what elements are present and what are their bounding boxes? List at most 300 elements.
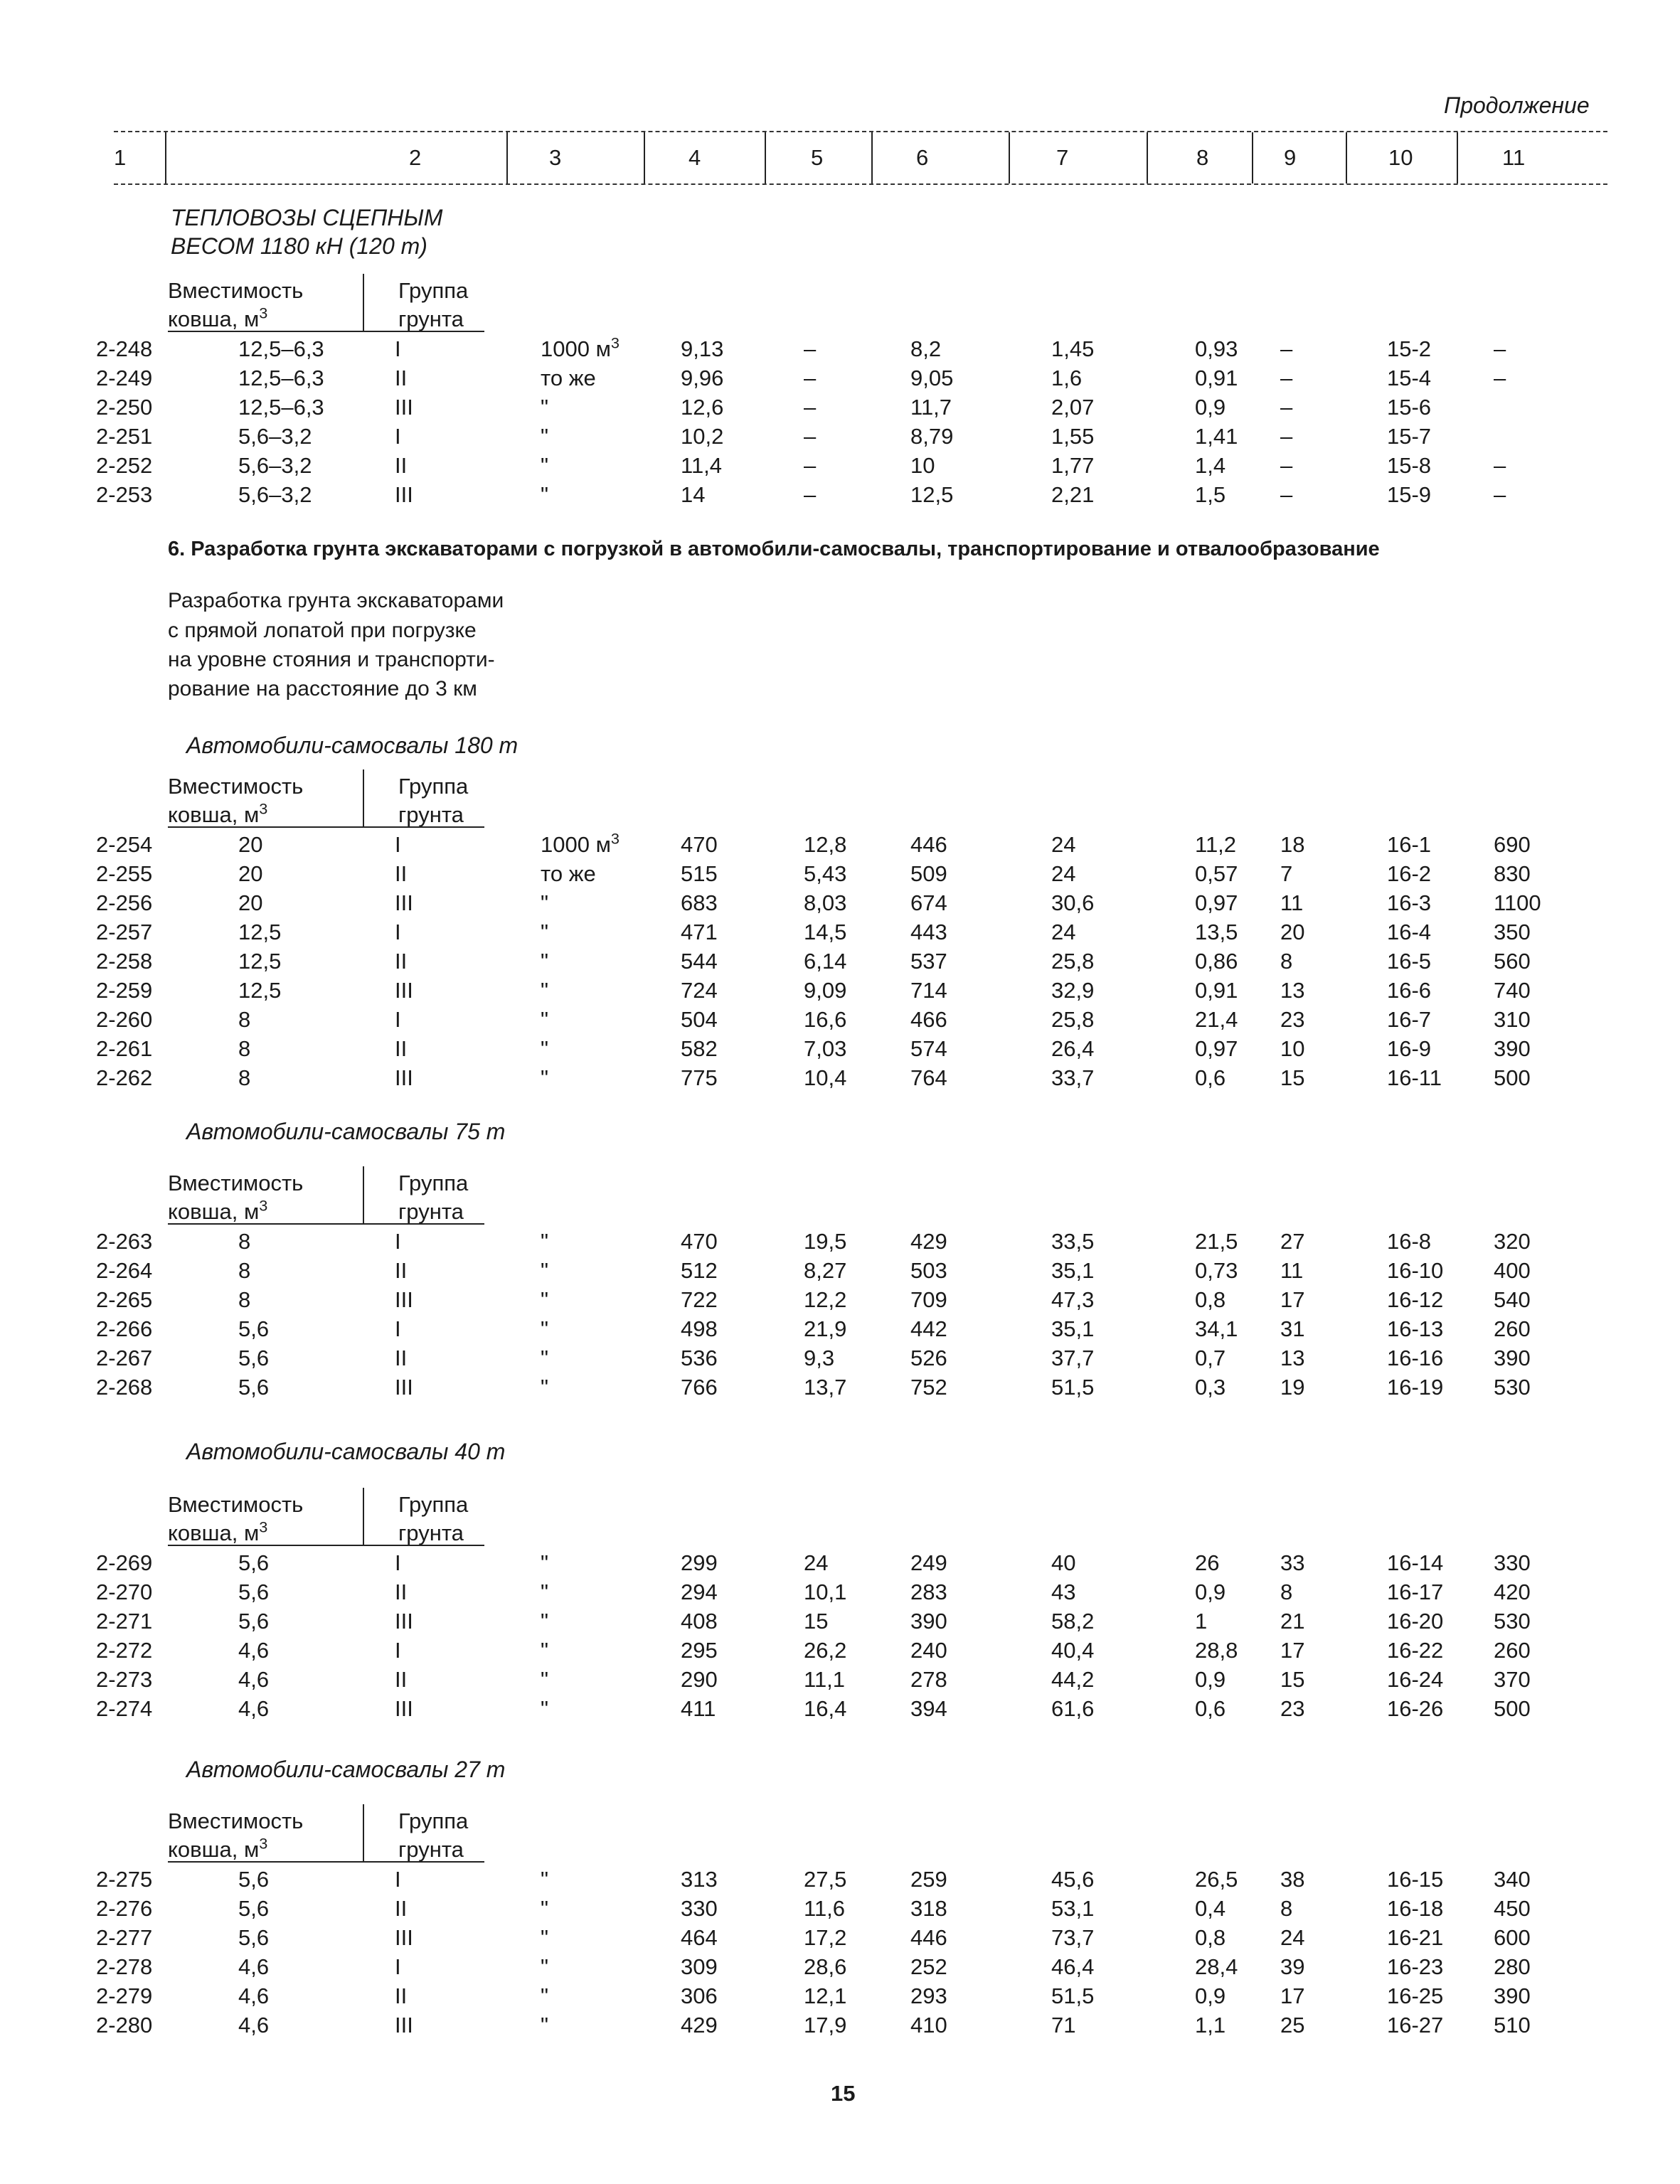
table-row	[0, 454, 1680, 483]
cell-unit: "	[541, 1287, 549, 1312]
table-row	[0, 1289, 1680, 1317]
cell-col-10: 16-22	[1387, 1638, 1444, 1663]
cell-soil-group: III	[395, 2013, 413, 2037]
cell-capacity: 4,6	[238, 1696, 270, 1721]
group-4-title: Автомобили-самосвалы 27 т	[186, 1757, 506, 1782]
cell-soil-group: II	[395, 366, 408, 390]
cell-col-8: 34,1	[1195, 1316, 1238, 1341]
cell-unit: "	[541, 1258, 549, 1283]
cell-soil-group: III	[395, 395, 413, 420]
cell-col-6: 574	[910, 1036, 947, 1061]
col-num-5: 5	[811, 145, 824, 170]
cell-code: 2-273	[96, 1667, 153, 1692]
cell-col-7: 2,07	[1051, 395, 1095, 420]
table-row	[0, 921, 1680, 949]
cell-unit: то же	[541, 861, 596, 886]
table-row	[0, 1956, 1680, 1984]
cell-unit: "	[541, 1550, 549, 1575]
cell-unit: то же	[541, 366, 596, 390]
cell-col-11: 340	[1494, 1867, 1531, 1892]
sub-col-b-line-1: Группа	[398, 1492, 469, 1517]
section-6-heading: 6. Разработка грунта экскаваторами с погрузкой в автомобили-самосвалы, транспортирование и отвалообразование	[168, 538, 1380, 560]
cell-col-10: 16-26	[1387, 1696, 1444, 1721]
cell-col-9: 13	[1280, 1346, 1305, 1370]
cell-code: 2-265	[96, 1287, 153, 1312]
cell-col-10: 16-17	[1387, 1580, 1444, 1604]
cell-code: 2-272	[96, 1638, 153, 1663]
sub-col-b-line-1: Группа	[398, 1809, 469, 1833]
cell-col-11: 1100	[1494, 890, 1541, 915]
cell-col-8: 0,9	[1195, 1667, 1226, 1692]
cell-capacity: 20	[238, 861, 263, 886]
cell-col-5: 16,6	[804, 1007, 847, 1032]
group-4-subheader	[0, 1804, 1680, 1861]
cell-col-11: 530	[1494, 1609, 1531, 1634]
section-6-desc-line-1: Разработка грунта экскаваторами	[168, 589, 504, 612]
cell-col-7: 46,4	[1051, 1954, 1095, 1979]
sub-col-b-line-2: грунта	[398, 1837, 464, 1862]
table-row	[0, 425, 1680, 454]
cell-capacity: 8	[238, 1258, 251, 1283]
cell-col-5: 21,9	[804, 1316, 847, 1341]
sub-col-b-line-2: грунта	[398, 802, 464, 827]
cell-col-8: 0,91	[1195, 978, 1238, 1003]
cell-code: 2-261	[96, 1036, 153, 1061]
cell-col-7: 1,55	[1051, 424, 1095, 449]
cell-unit: "	[541, 453, 549, 478]
cell-col-11: 310	[1494, 1007, 1531, 1032]
cell-col-9: 21	[1280, 1609, 1305, 1634]
cell-unit: "	[541, 1346, 549, 1370]
cell-col-11: 560	[1494, 949, 1531, 974]
cell-capacity: 8	[238, 1065, 251, 1090]
cell-code: 2-280	[96, 2013, 153, 2037]
cell-col-10: 16-11	[1387, 1065, 1442, 1090]
cell-col-6: 709	[910, 1287, 947, 1312]
table-row	[0, 1985, 1680, 2013]
cell-col-11: 390	[1494, 1983, 1531, 2008]
cell-col-9: 39	[1280, 1954, 1305, 1979]
cell-col-9: –	[1280, 424, 1293, 449]
sub-col-b-line-2: грунта	[398, 1520, 464, 1545]
cell-capacity: 20	[238, 832, 263, 857]
cell-col-9: 13	[1280, 978, 1305, 1003]
cell-col-6: 526	[910, 1346, 947, 1370]
cell-col-5: –	[804, 366, 817, 390]
cell-col-5: 10,4	[804, 1065, 847, 1090]
cell-col-8: 0,73	[1195, 1258, 1238, 1283]
cell-col-8: 26,5	[1195, 1867, 1238, 1892]
cell-col-8: 0,3	[1195, 1375, 1226, 1400]
cell-col-6: 443	[910, 920, 947, 944]
cell-col-9: 23	[1280, 1696, 1305, 1721]
group-0-title-line-1: ТЕПЛОВОЗЫ СЦЕПНЫМ	[171, 205, 443, 230]
cell-col-9: 38	[1280, 1867, 1305, 1892]
cell-col-4: 470	[681, 832, 718, 857]
cell-code: 2-259	[96, 978, 153, 1003]
table-row	[0, 1067, 1680, 1095]
cell-col-11: –	[1494, 482, 1506, 507]
cell-col-4: 504	[681, 1007, 718, 1032]
cell-col-4: 290	[681, 1667, 718, 1692]
cell-col-11: 530	[1494, 1375, 1531, 1400]
cell-col-6: 293	[910, 1983, 947, 2008]
cell-col-5: 9,3	[804, 1346, 835, 1370]
cell-col-4: 11,4	[681, 453, 723, 478]
cell-col-10: 16-4	[1387, 920, 1432, 944]
cell-capacity: 4,6	[238, 1983, 270, 2008]
cell-col-5: 10,1	[804, 1580, 847, 1604]
cell-col-7: 33,5	[1051, 1229, 1095, 1254]
cell-code: 2-268	[96, 1375, 153, 1400]
cell-col-8: 11,2	[1195, 832, 1237, 857]
cell-col-7: 51,5	[1051, 1983, 1095, 2008]
cell-unit: 1000 $м^3$	[541, 829, 620, 857]
cell-col-7: 58,2	[1051, 1609, 1095, 1634]
cell-col-10: 15-4	[1387, 366, 1432, 390]
cell-soil-group: II	[395, 949, 408, 974]
cell-col-8: 0,9	[1195, 1580, 1226, 1604]
cell-col-8: 21,4	[1195, 1007, 1238, 1032]
table-row	[0, 1868, 1680, 1897]
cell-col-5: –	[804, 453, 817, 478]
cell-col-5: 14,5	[804, 920, 847, 944]
cell-col-11: 390	[1494, 1346, 1531, 1370]
table-row	[0, 2014, 1680, 2042]
group-1-subheader	[0, 769, 1680, 826]
cell-col-6: 10	[910, 453, 935, 478]
cell-soil-group: I	[395, 832, 401, 857]
cell-col-10: 16-25	[1387, 1983, 1444, 2008]
cell-col-9: 15	[1280, 1065, 1305, 1090]
cell-col-7: 53,1	[1051, 1896, 1095, 1921]
cell-capacity: 5,6–3,2	[238, 453, 312, 478]
sub-col-a-line-2: ковша, $м^3$	[168, 304, 268, 331]
table-row	[0, 1318, 1680, 1346]
cell-col-8: 0,57	[1195, 861, 1238, 886]
cell-col-4: 408	[681, 1609, 718, 1634]
cell-unit: "	[541, 1375, 549, 1400]
cell-col-5: 6,14	[804, 949, 847, 974]
section-6-desc-line-2: с прямой лопатой при погрузке	[168, 619, 477, 642]
col-num-7: 7	[1056, 145, 1069, 170]
cell-col-5: 17,9	[804, 2013, 847, 2037]
cell-soil-group: II	[395, 1346, 408, 1370]
cell-capacity: 20	[238, 890, 263, 915]
cell-col-4: 330	[681, 1896, 718, 1921]
sub-col-a-line-2: ковша, $м^3$	[168, 1834, 268, 1862]
cell-col-6: 318	[910, 1896, 947, 1921]
cell-col-6: 410	[910, 2013, 947, 2037]
cell-unit: "	[541, 1007, 549, 1032]
cell-col-11: 390	[1494, 1036, 1531, 1061]
cell-col-8: 0,6	[1195, 1696, 1226, 1721]
cell-col-5: 26,2	[804, 1638, 847, 1663]
cell-capacity: 5,6–3,2	[238, 482, 312, 507]
cell-col-11: –	[1494, 336, 1506, 361]
cell-col-4: 9,13	[681, 336, 724, 361]
cell-soil-group: I	[395, 1550, 401, 1575]
cell-col-5: –	[804, 482, 817, 507]
cell-col-4: 294	[681, 1580, 718, 1604]
sub-col-a-line-1: Вместимость	[168, 774, 304, 799]
cell-col-7: 1,77	[1051, 453, 1095, 478]
cell-soil-group: III	[395, 1925, 413, 1950]
cell-capacity: 12,5	[238, 949, 282, 974]
table-row	[0, 1897, 1680, 1926]
cell-unit: "	[541, 1983, 549, 2008]
cell-capacity: 8	[238, 1036, 251, 1061]
cell-col-7: 35,1	[1051, 1316, 1095, 1341]
table-row	[0, 1639, 1680, 1668]
cell-code: 2-253	[96, 482, 153, 507]
cell-col-7: 40,4	[1051, 1638, 1095, 1663]
group-2-subheader	[0, 1166, 1680, 1223]
cell-col-6: 764	[910, 1065, 947, 1090]
cell-capacity: 5,6–3,2	[238, 424, 312, 449]
cell-col-9: –	[1280, 482, 1293, 507]
cell-col-7: 44,2	[1051, 1667, 1095, 1692]
cell-capacity: 5,6	[238, 1580, 270, 1604]
cell-soil-group: II	[395, 1258, 408, 1283]
cell-capacity: 5,6	[238, 1550, 270, 1575]
cell-col-10: 16-7	[1387, 1007, 1432, 1032]
cell-col-8: 13,5	[1195, 920, 1238, 944]
cell-col-11: 260	[1494, 1316, 1531, 1341]
cell-code: 2-276	[96, 1896, 153, 1921]
cell-capacity: 5,6	[238, 1867, 270, 1892]
col-num-9: 9	[1284, 145, 1297, 170]
cell-col-4: 429	[681, 2013, 718, 2037]
cell-col-9: 8	[1280, 1580, 1293, 1604]
cell-col-6: 394	[910, 1696, 947, 1721]
cell-col-6: 752	[910, 1375, 947, 1400]
cell-col-7: 26,4	[1051, 1036, 1095, 1061]
cell-col-11: 330	[1494, 1550, 1531, 1575]
cell-unit: "	[541, 1638, 549, 1663]
cell-col-11: –	[1494, 366, 1506, 390]
cell-col-9: –	[1280, 366, 1293, 390]
cell-col-5: 12,2	[804, 1287, 847, 1312]
cell-col-10: 15-8	[1387, 453, 1432, 478]
cell-unit: "	[541, 482, 549, 507]
cell-col-5: –	[804, 424, 817, 449]
cell-col-4: 512	[681, 1258, 718, 1283]
cell-col-10: 16-5	[1387, 949, 1432, 974]
table-row	[0, 1610, 1680, 1639]
cell-code: 2-271	[96, 1609, 153, 1634]
cell-col-7: 45,6	[1051, 1867, 1095, 1892]
sub-col-b-line-2: грунта	[398, 307, 464, 331]
table-row	[0, 1376, 1680, 1405]
table-row	[0, 829, 1680, 862]
cell-code: 2-251	[96, 424, 153, 449]
table-row	[0, 1927, 1680, 1955]
cell-col-9: 24	[1280, 1925, 1305, 1950]
cell-col-7: 1,6	[1051, 366, 1083, 390]
cell-col-8: 0,97	[1195, 1036, 1238, 1061]
cell-col-10: 15-9	[1387, 482, 1432, 507]
cell-code: 2-262	[96, 1065, 153, 1090]
cell-col-8: 0,93	[1195, 336, 1238, 361]
cell-col-4: 309	[681, 1954, 718, 1979]
cell-soil-group: I	[395, 1954, 401, 1979]
cell-col-11: 320	[1494, 1229, 1531, 1254]
cell-col-7: 37,7	[1051, 1346, 1095, 1370]
cell-col-5: –	[804, 395, 817, 420]
cell-col-9: 17	[1280, 1983, 1305, 2008]
group-3-subheader	[0, 1488, 1680, 1545]
table-row	[0, 1038, 1680, 1066]
cell-col-8: 0,86	[1195, 949, 1238, 974]
cell-soil-group: I	[395, 1316, 401, 1341]
cell-soil-group: III	[395, 978, 413, 1003]
cell-soil-group: I	[395, 336, 401, 361]
cell-col-4: 544	[681, 949, 718, 974]
cell-code: 2-263	[96, 1229, 153, 1254]
cell-unit: "	[541, 1609, 549, 1634]
cell-col-9: –	[1280, 453, 1293, 478]
cell-soil-group: II	[395, 1896, 408, 1921]
cell-col-7: 61,6	[1051, 1696, 1095, 1721]
cell-col-7: 33,7	[1051, 1065, 1095, 1090]
col-num-6: 6	[916, 145, 929, 170]
cell-col-11: 400	[1494, 1258, 1531, 1283]
table-row	[0, 1230, 1680, 1259]
cell-col-7: 30,6	[1051, 890, 1095, 915]
cell-capacity: 8	[238, 1229, 251, 1254]
cell-col-11: 500	[1494, 1065, 1531, 1090]
cell-col-4: 775	[681, 1065, 718, 1090]
cell-col-7: 51,5	[1051, 1375, 1095, 1400]
cell-col-4: 766	[681, 1375, 718, 1400]
cell-unit: "	[541, 1925, 549, 1950]
col-num-8: 8	[1196, 145, 1209, 170]
cell-col-5: 8,27	[804, 1258, 847, 1283]
cell-col-10: 16-3	[1387, 890, 1432, 915]
cell-col-10: 16-18	[1387, 1896, 1444, 1921]
cell-col-10: 16-23	[1387, 1954, 1444, 1979]
table-row	[0, 367, 1680, 395]
cell-col-9: 31	[1280, 1316, 1305, 1341]
cell-capacity: 12,5	[238, 978, 282, 1003]
table-row	[0, 396, 1680, 425]
cell-col-11: 500	[1494, 1696, 1531, 1721]
cell-code: 2-266	[96, 1316, 153, 1341]
cell-capacity: 5,6	[238, 1925, 270, 1950]
cell-col-9: 15	[1280, 1667, 1305, 1692]
cell-col-9: 8	[1280, 949, 1293, 974]
cell-col-10: 16-14	[1387, 1550, 1444, 1575]
group-0-title-line-2: ВЕСОМ 1180 кН (120 т)	[171, 233, 427, 259]
cell-code: 2-278	[96, 1954, 153, 1979]
cell-col-10: 16-8	[1387, 1229, 1432, 1254]
cell-unit: "	[541, 2013, 549, 2037]
cell-capacity: 12,5–6,3	[238, 366, 324, 390]
cell-col-8: 1	[1195, 1609, 1208, 1634]
cell-col-6: 714	[910, 978, 947, 1003]
cell-col-6: 249	[910, 1550, 947, 1575]
cell-col-4: 498	[681, 1316, 718, 1341]
cell-unit: "	[541, 395, 549, 420]
cell-col-6: 11,7	[910, 395, 952, 420]
cell-col-6: 390	[910, 1609, 947, 1634]
cell-code: 2-269	[96, 1550, 153, 1575]
cell-capacity: 5,6	[238, 1609, 270, 1634]
cell-col-7: 73,7	[1051, 1925, 1095, 1950]
cell-code: 2-264	[96, 1258, 153, 1283]
cell-col-10: 16-13	[1387, 1316, 1444, 1341]
group-1-title: Автомобили-самосвалы 180 т	[186, 733, 519, 758]
cell-col-8: 21,5	[1195, 1229, 1238, 1254]
cell-col-7: 24	[1051, 861, 1076, 886]
cell-col-5: –	[804, 336, 817, 361]
cell-col-5: 27,5	[804, 1867, 847, 1892]
cell-col-8: 0,8	[1195, 1287, 1226, 1312]
cell-col-5: 8,03	[804, 890, 847, 915]
cell-col-8: 1,4	[1195, 453, 1226, 478]
col-num-4: 4	[689, 145, 701, 170]
cell-unit: "	[541, 1316, 549, 1341]
cell-col-4: 299	[681, 1550, 718, 1575]
cell-col-9: 17	[1280, 1287, 1305, 1312]
cell-col-11: 260	[1494, 1638, 1531, 1663]
table-row	[0, 1008, 1680, 1037]
cell-col-10: 16-21	[1387, 1925, 1444, 1950]
cell-code: 2-255	[96, 861, 153, 886]
col-num-11: 11	[1502, 145, 1526, 170]
cell-unit: 1000 $м^3$	[541, 334, 620, 361]
cell-col-5: 17,2	[804, 1925, 847, 1950]
group-3-title: Автомобили-самосвалы 40 т	[186, 1439, 506, 1464]
table-row	[0, 1581, 1680, 1609]
cell-col-5: 16,4	[804, 1696, 847, 1721]
table-row	[0, 892, 1680, 920]
table-row	[0, 334, 1680, 366]
cell-code: 2-254	[96, 832, 153, 857]
cell-soil-group: II	[395, 1667, 408, 1692]
cell-code: 2-260	[96, 1007, 153, 1032]
cell-capacity: 5,6	[238, 1316, 270, 1341]
cell-col-11: –	[1494, 453, 1506, 478]
continuation-label: Продолжение	[1444, 92, 1590, 118]
cell-capacity: 4,6	[238, 1667, 270, 1692]
cell-col-4: 10,2	[681, 424, 724, 449]
cell-col-6: 8,2	[910, 336, 942, 361]
cell-col-10: 16-27	[1387, 2013, 1444, 2037]
sub-col-a-line-1: Вместимость	[168, 1809, 304, 1833]
cell-capacity: 5,6	[238, 1375, 270, 1400]
cell-col-10: 16-2	[1387, 861, 1432, 886]
cell-unit: "	[541, 424, 549, 449]
cell-capacity: 5,6	[238, 1896, 270, 1921]
cell-col-11: 690	[1494, 832, 1531, 857]
cell-unit: "	[541, 1667, 549, 1692]
cell-unit: "	[541, 1696, 549, 1721]
cell-col-5: 12,1	[804, 1983, 847, 2008]
cell-soil-group: I	[395, 920, 401, 944]
cell-col-7: 43	[1051, 1580, 1076, 1604]
cell-col-4: 14	[681, 482, 706, 507]
cell-capacity: 8	[238, 1287, 251, 1312]
cell-col-6: 442	[910, 1316, 947, 1341]
cell-col-10: 16-12	[1387, 1287, 1444, 1312]
cell-code: 2-267	[96, 1346, 153, 1370]
cell-col-11: 740	[1494, 978, 1531, 1003]
cell-code: 2-279	[96, 1983, 153, 2008]
cell-col-4: 464	[681, 1925, 718, 1950]
cell-col-6: 429	[910, 1229, 947, 1254]
